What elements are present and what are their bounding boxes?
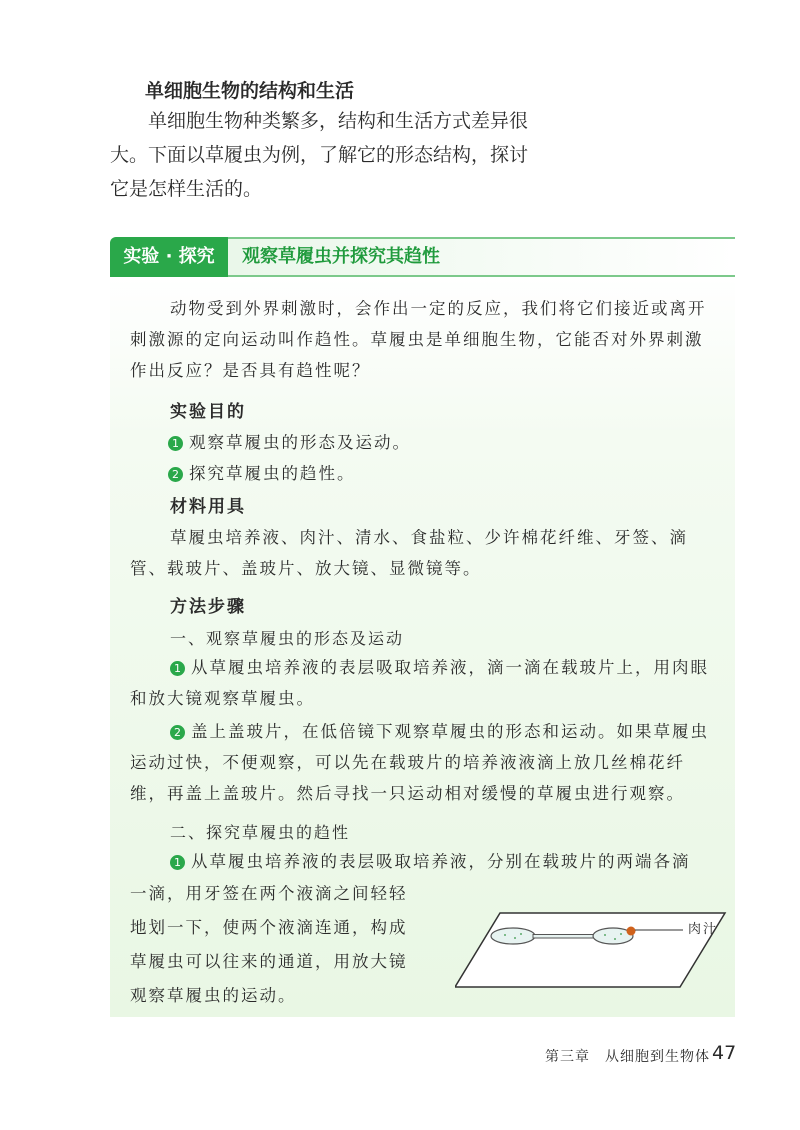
experiment-banner: [110, 237, 735, 277]
footer-chapter: 第三章 从细胞到生物体: [545, 1049, 710, 1065]
part2-step-line: 观察草履虫的运动。: [130, 986, 297, 1005]
banner-title: 观察草履虫并探究其趋性: [242, 246, 440, 267]
part2-step: [130, 846, 720, 877]
step-number-icon: 1: [170, 855, 185, 870]
purpose-item: [168, 427, 411, 458]
purpose-heading: 实验目的: [170, 402, 246, 422]
part2-heading: 二、探究草履虫的趋性: [170, 823, 351, 842]
part1-step: [130, 716, 720, 809]
part2-step-line: 地划一下，使两个液滴连通，构成: [130, 918, 408, 937]
part1-heading: 一、观察草履虫的形态及运动: [170, 629, 405, 648]
meat-juice-drop: [627, 927, 636, 936]
purpose-item: [168, 458, 356, 489]
banner-tag: 实验 · 探究: [110, 237, 228, 277]
page-number: 47: [712, 1042, 737, 1064]
step-number-icon: 1: [168, 436, 183, 451]
intro-paragraph: 单细胞生物种类繁多，结构和生活方式差异很大。下面以草履虫为例，了解它的形态结构，探讨它是怎样生活的。: [110, 110, 529, 200]
materials-heading: 材料用具: [170, 497, 246, 517]
glass-slide: [455, 913, 725, 987]
purpose-text: 探究草履虫的趋性。: [189, 464, 356, 483]
method-heading: 方法步骤: [170, 597, 246, 617]
experiment-intro: 动物受到外界刺激时，会作出一定的反应，我们将它们接近或离开刺激源的定向运动叫作趋性。草履虫是单细胞生物，它能否对外界刺激作出反应？是否具有趋性呢？: [130, 299, 707, 380]
part2-step-line: 草履虫可以往来的通道，用放大镜: [130, 952, 408, 971]
section-heading: 单细胞生物的结构和生活: [145, 80, 355, 102]
step-text: 从草履虫培养液的表层吸取培养液，分别在载玻片的两端各滴: [191, 852, 691, 871]
purpose-text: 观察草履虫的形态及运动。: [189, 433, 411, 452]
step-number-icon: 1: [170, 661, 185, 676]
figure-label: 肉汁: [688, 922, 719, 937]
materials-text: 草履虫培养液、肉汁、清水、食盐粒、少许棉花纤维、牙签、滴管、载玻片、盖玻片、放大镜、显微镜等。: [130, 528, 688, 578]
part2-step-line: 一滴，用牙签在两个液滴之间轻轻: [130, 884, 408, 903]
step-number-icon: 2: [168, 467, 183, 482]
step-text: 盖上盖玻片，在低倍镜下观察草履虫的形态和运动。如果草履虫运动过快，不便观察，可以先在载玻片的培养液液滴上放几丝棉花纤维，再盖上盖玻片。然后寻找一只运动相对缓慢的草履虫进行观察。: [130, 722, 709, 803]
step-text: 从草履虫培养液的表层吸取培养液，滴一滴在载玻片上，用肉眼和放大镜观察草履虫。: [130, 658, 709, 708]
step-number-icon: 2: [170, 725, 185, 740]
part1-step: [130, 652, 720, 714]
left-drop: [491, 928, 535, 944]
